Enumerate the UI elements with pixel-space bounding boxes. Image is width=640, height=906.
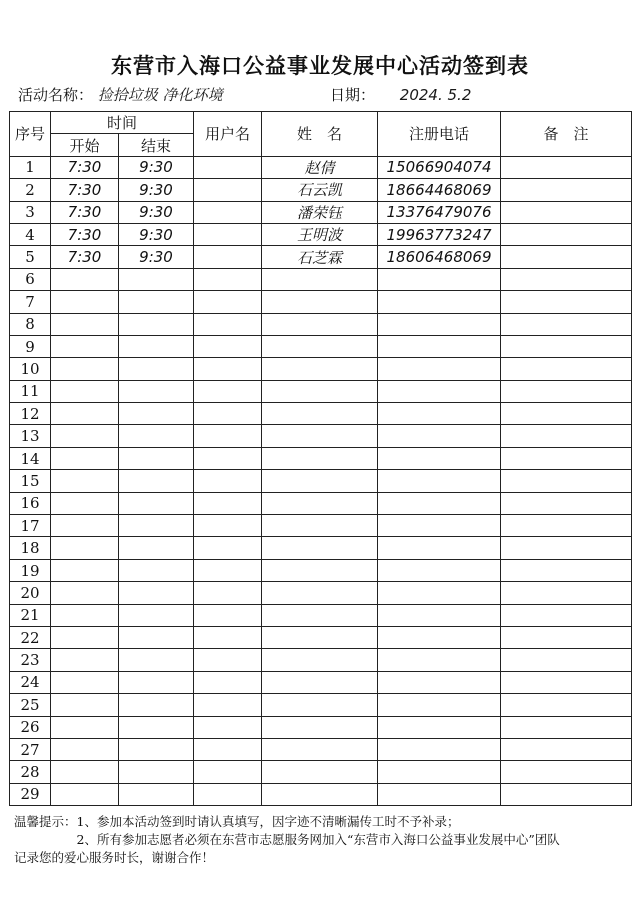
phone-cell (378, 313, 501, 335)
remark-cell (501, 626, 632, 648)
remark-cell (501, 179, 632, 201)
username-cell (194, 649, 262, 671)
remark-cell (501, 671, 632, 693)
name-cell (262, 694, 378, 716)
table-row (10, 291, 632, 313)
name-cell: 王明波 (262, 223, 378, 245)
phone-cell (378, 515, 501, 537)
name-cell (262, 537, 378, 559)
name-cell (262, 604, 378, 626)
start-time (51, 559, 119, 581)
end-time (119, 671, 194, 693)
start-time (51, 335, 119, 357)
remark-cell (501, 604, 632, 626)
header-name: 姓 名 (262, 112, 378, 157)
table-row (10, 470, 632, 492)
row-number: 25 (10, 694, 51, 716)
start-time (51, 604, 119, 626)
table-row (10, 380, 632, 402)
end-time (119, 291, 194, 313)
table-row (10, 761, 632, 783)
row-number: 16 (10, 492, 51, 514)
username-cell (194, 425, 262, 447)
table-row (10, 582, 632, 604)
name-cell (262, 582, 378, 604)
start-time (51, 738, 119, 760)
username-cell (194, 738, 262, 760)
table-row (10, 335, 632, 357)
remark-cell (501, 201, 632, 223)
remark-cell (501, 738, 632, 760)
phone-cell (378, 291, 501, 313)
username-cell (194, 358, 262, 380)
remark-cell (501, 716, 632, 738)
row-number: 20 (10, 582, 51, 604)
end-time (119, 604, 194, 626)
end-time: 9:30 (119, 156, 194, 178)
row-number: 1 (10, 156, 51, 178)
username-cell (194, 335, 262, 357)
end-time (119, 492, 194, 514)
end-time (119, 470, 194, 492)
end-time: 9:30 (119, 179, 194, 201)
footer-line-1: 温馨提示：1、参加本活动签到时请认真填写，因字迹不清晰漏传工时不予补录； (14, 814, 460, 829)
row-number: 19 (10, 559, 51, 581)
row-number: 4 (10, 223, 51, 245)
start-time (51, 291, 119, 313)
name-cell: 石云凯 (262, 179, 378, 201)
start-time (51, 313, 119, 335)
activity-name-row (18, 84, 223, 105)
start-time (51, 515, 119, 537)
row-number: 10 (10, 358, 51, 380)
table-row (10, 246, 632, 268)
table-row (10, 738, 632, 760)
username-cell (194, 291, 262, 313)
end-time (119, 268, 194, 290)
username-cell (194, 515, 262, 537)
start-time (51, 694, 119, 716)
start-time: 7:30 (51, 223, 119, 245)
row-number: 23 (10, 649, 51, 671)
header-username: 用户名 (194, 112, 262, 157)
date-row (330, 84, 471, 105)
name-cell (262, 268, 378, 290)
table-row (10, 313, 632, 335)
row-number: 12 (10, 403, 51, 425)
username-cell (194, 783, 262, 805)
phone-cell (378, 649, 501, 671)
start-time (51, 626, 119, 648)
start-time (51, 537, 119, 559)
phone-cell: 19963773247 (378, 223, 501, 245)
start-time (51, 403, 119, 425)
name-cell (262, 761, 378, 783)
table-row (10, 626, 632, 648)
username-cell (194, 604, 262, 626)
name-cell (262, 738, 378, 760)
row-number: 28 (10, 761, 51, 783)
remark-cell (501, 582, 632, 604)
remark-cell (501, 447, 632, 469)
phone-cell: 15066904074 (378, 156, 501, 178)
username-cell (194, 223, 262, 245)
name-cell (262, 335, 378, 357)
row-number: 21 (10, 604, 51, 626)
end-time (119, 537, 194, 559)
remark-cell (501, 649, 632, 671)
row-number: 27 (10, 738, 51, 760)
table-row (10, 671, 632, 693)
footer-line-2: 2、所有参加志愿者必须在东营市志愿服务网加入“东营市入海口公益事业发展中心”团队 (14, 832, 560, 847)
remark-cell (501, 335, 632, 357)
phone-cell (378, 403, 501, 425)
username-cell (194, 246, 262, 268)
name-cell (262, 447, 378, 469)
header-start: 开始 (51, 134, 119, 156)
username-cell (194, 537, 262, 559)
activity-name-value: 捡拾垃圾 净化环境 (97, 86, 223, 104)
sheet-title: 东营市入海口公益事业发展中心活动签到表 (111, 53, 529, 78)
table-row (10, 156, 632, 178)
table-row (10, 425, 632, 447)
name-cell (262, 358, 378, 380)
table-row (10, 537, 632, 559)
header-end: 结束 (119, 134, 194, 156)
row-number: 15 (10, 470, 51, 492)
table-row (10, 201, 632, 223)
name-cell (262, 671, 378, 693)
phone-cell (378, 268, 501, 290)
row-number: 17 (10, 515, 51, 537)
date-label: 日期： (330, 86, 376, 104)
phone-cell (378, 582, 501, 604)
table-row (10, 604, 632, 626)
username-cell (194, 447, 262, 469)
phone-cell (378, 425, 501, 447)
table-row (10, 559, 632, 581)
table-row (10, 492, 632, 514)
end-time (119, 447, 194, 469)
end-time (119, 783, 194, 805)
username-cell (194, 156, 262, 178)
phone-cell (378, 492, 501, 514)
name-cell (262, 380, 378, 402)
start-time (51, 358, 119, 380)
end-time: 9:30 (119, 246, 194, 268)
remark-cell (501, 425, 632, 447)
remark-cell (501, 403, 632, 425)
start-time (51, 492, 119, 514)
phone-cell (378, 716, 501, 738)
remark-cell (501, 694, 632, 716)
footer-notice (14, 813, 630, 867)
end-time: 9:30 (119, 201, 194, 223)
name-cell: 赵倩 (262, 156, 378, 178)
start-time (51, 470, 119, 492)
name-cell (262, 649, 378, 671)
end-time (119, 515, 194, 537)
start-time (51, 425, 119, 447)
name-cell: 潘荣钰 (262, 201, 378, 223)
name-cell (262, 291, 378, 313)
end-time (119, 380, 194, 402)
end-time (119, 626, 194, 648)
remark-cell (501, 515, 632, 537)
remark-cell (501, 492, 632, 514)
row-number: 6 (10, 268, 51, 290)
row-number: 24 (10, 671, 51, 693)
name-cell (262, 515, 378, 537)
end-time: 9:30 (119, 223, 194, 245)
end-time (119, 313, 194, 335)
start-time (51, 649, 119, 671)
end-time (119, 649, 194, 671)
remark-cell (501, 268, 632, 290)
phone-cell: 13376479076 (378, 201, 501, 223)
table-row (10, 179, 632, 201)
remark-cell (501, 783, 632, 805)
username-cell (194, 268, 262, 290)
row-number: 3 (10, 201, 51, 223)
end-time (119, 761, 194, 783)
table-row (10, 716, 632, 738)
remark-cell (501, 559, 632, 581)
phone-cell (378, 783, 501, 805)
end-time (119, 425, 194, 447)
start-time (51, 783, 119, 805)
header-seq: 序号 (10, 112, 51, 157)
table-row (10, 694, 632, 716)
username-cell (194, 559, 262, 581)
table-row (10, 268, 632, 290)
username-cell (194, 179, 262, 201)
row-number: 18 (10, 537, 51, 559)
end-time (119, 335, 194, 357)
table-row (10, 515, 632, 537)
start-time (51, 716, 119, 738)
row-number: 22 (10, 626, 51, 648)
end-time (119, 403, 194, 425)
username-cell (194, 761, 262, 783)
start-time (51, 761, 119, 783)
phone-cell (378, 470, 501, 492)
table-row (10, 223, 632, 245)
start-time: 7:30 (51, 201, 119, 223)
remark-cell (501, 761, 632, 783)
phone-cell (378, 358, 501, 380)
header-phone: 注册电话 (378, 112, 501, 157)
end-time (119, 582, 194, 604)
phone-cell (378, 626, 501, 648)
start-time (51, 447, 119, 469)
row-number: 29 (10, 783, 51, 805)
row-number: 14 (10, 447, 51, 469)
phone-cell (378, 447, 501, 469)
remark-cell (501, 313, 632, 335)
row-number: 2 (10, 179, 51, 201)
remark-cell (501, 358, 632, 380)
username-cell (194, 671, 262, 693)
username-cell (194, 403, 262, 425)
remark-cell (501, 156, 632, 178)
name-cell (262, 470, 378, 492)
name-cell: 石芝霖 (262, 246, 378, 268)
table-row (10, 447, 632, 469)
username-cell (194, 626, 262, 648)
username-cell (194, 470, 262, 492)
username-cell (194, 716, 262, 738)
name-cell (262, 313, 378, 335)
footer-line-3: 记录您的爱心服务时长，谢谢合作！ (14, 850, 215, 865)
name-cell (262, 783, 378, 805)
phone-cell (378, 694, 501, 716)
end-time (119, 694, 194, 716)
remark-cell (501, 223, 632, 245)
table-row (10, 783, 632, 805)
username-cell (194, 694, 262, 716)
table-row (10, 358, 632, 380)
phone-cell (378, 335, 501, 357)
end-time (119, 559, 194, 581)
row-number: 13 (10, 425, 51, 447)
start-time (51, 582, 119, 604)
remark-cell (501, 291, 632, 313)
phone-cell (378, 671, 501, 693)
username-cell (194, 313, 262, 335)
row-number: 8 (10, 313, 51, 335)
name-cell (262, 403, 378, 425)
date-value: 2024. 5.2 (399, 86, 472, 104)
start-time: 7:30 (51, 156, 119, 178)
start-time: 7:30 (51, 246, 119, 268)
end-time (119, 738, 194, 760)
username-cell (194, 582, 262, 604)
header-time: 时间 (51, 112, 194, 134)
name-cell (262, 626, 378, 648)
name-cell (262, 492, 378, 514)
remark-cell (501, 380, 632, 402)
remark-cell (501, 470, 632, 492)
username-cell (194, 201, 262, 223)
row-number: 9 (10, 335, 51, 357)
name-cell (262, 716, 378, 738)
remark-cell (501, 246, 632, 268)
row-number: 26 (10, 716, 51, 738)
start-time (51, 671, 119, 693)
row-number: 11 (10, 380, 51, 402)
phone-cell (378, 738, 501, 760)
start-time (51, 380, 119, 402)
end-time (119, 716, 194, 738)
table-row (10, 403, 632, 425)
phone-cell (378, 761, 501, 783)
activity-name-label: 活动名称： (18, 86, 94, 104)
remark-cell (501, 537, 632, 559)
name-cell (262, 425, 378, 447)
sign-in-table (9, 111, 632, 806)
phone-cell: 18664468069 (378, 179, 501, 201)
row-number: 7 (10, 291, 51, 313)
phone-cell (378, 604, 501, 626)
name-cell (262, 559, 378, 581)
table-row (10, 649, 632, 671)
phone-cell (378, 559, 501, 581)
phone-cell (378, 537, 501, 559)
username-cell (194, 492, 262, 514)
phone-cell: 18606468069 (378, 246, 501, 268)
end-time (119, 358, 194, 380)
row-number: 5 (10, 246, 51, 268)
username-cell (194, 380, 262, 402)
start-time: 7:30 (51, 179, 119, 201)
header-remark: 备 注 (501, 112, 632, 157)
start-time (51, 268, 119, 290)
phone-cell (378, 380, 501, 402)
